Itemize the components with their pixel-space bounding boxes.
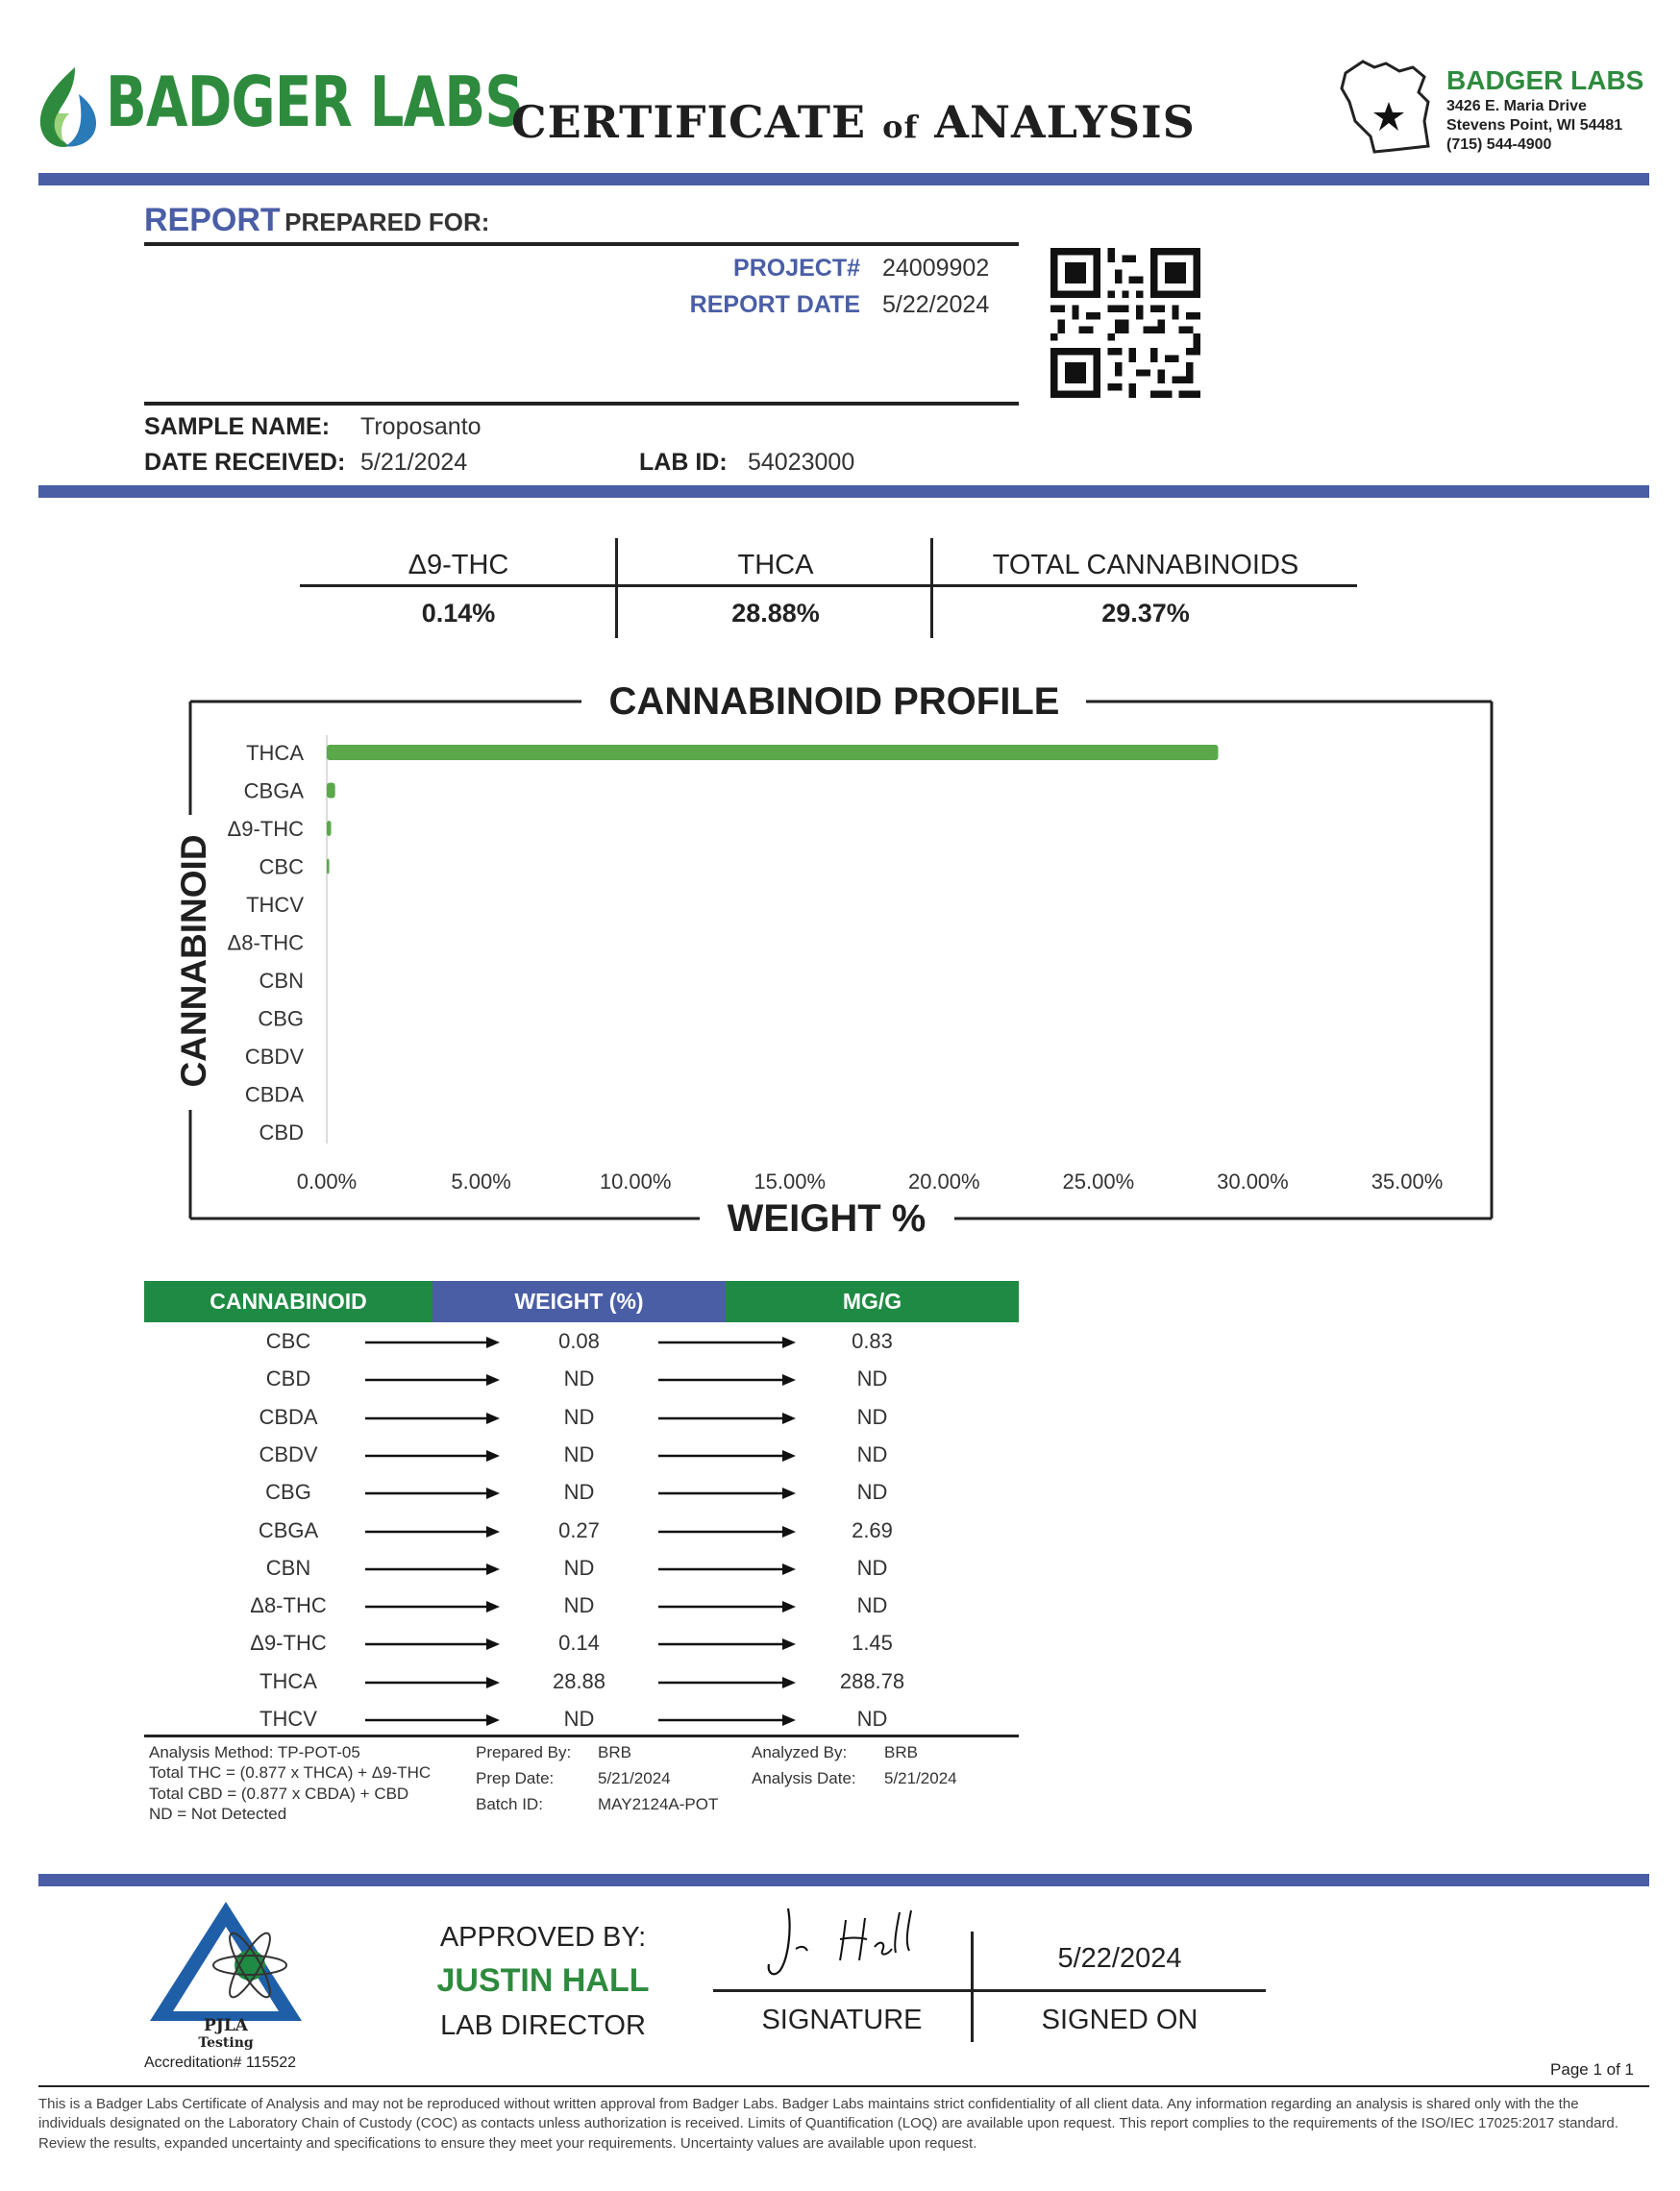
disclaimer-text: This is a Badger Labs Certificate of Analysis and may not be reproduced without written approval from Badger Labs. Badger Labs maintains strict confidentiality of all client data. Any information regarding an analysis is shared only with the the individuals designated on the Laboratory Chain of Custody (COC) as contacts unless authorization is received. Limits of Quantification (LOQ) are available upon request. This report complies to the requirements of the ISO/IEC 17025:2017 standard. Review the results, expanded uncertainty and specifications to ensure they meet your requirements. Uncertainty values are available upon request. [38, 2096, 1618, 2152]
summary-label-thc: Δ9-THC [408, 550, 509, 580]
logo-text: BADGER LABS [106, 62, 524, 142]
chart-bar [327, 859, 330, 874]
table-cell-cannabinoid: CBDV [259, 1441, 318, 1466]
table-cell-mgg: 1.45 [852, 1631, 893, 1656]
lab-name: BADGER LABS [1446, 65, 1644, 95]
method-notes [149, 1742, 431, 1824]
chart-x-tick-label: 15.00% [754, 1169, 827, 1194]
table-cell-cannabinoid: CBGA [258, 1517, 319, 1542]
arrow-right-icon [658, 1712, 796, 1733]
arrow-right-icon [365, 1562, 500, 1582]
arrow-right-icon [365, 1675, 500, 1695]
chart-x-tick-label: 30.00% [1217, 1169, 1289, 1194]
chart-x-tick-label: 5.00% [451, 1169, 511, 1194]
arrow-right-icon [658, 1637, 796, 1657]
disclaimer-rule [38, 2085, 1649, 2087]
chart-category-label: Δ9-THC [227, 817, 304, 841]
table-cell-cannabinoid: Δ9-THC [250, 1631, 327, 1656]
batch-id-value: MAY2124A-POT [598, 1795, 719, 1813]
arrow-right-icon [365, 1599, 500, 1619]
table-cell-weight: 0.27 [558, 1517, 600, 1542]
table-cell-weight: 0.14 [558, 1631, 600, 1656]
arrow-right-icon [658, 1562, 796, 1582]
pjla-logo-icon [144, 1898, 308, 2023]
sample-name-label: SAMPLE NAME: [144, 413, 331, 440]
chart-category-label: CBC [259, 854, 304, 879]
table-cell-weight: ND [563, 1404, 595, 1429]
table-cell-cannabinoid: CBC [265, 1329, 311, 1353]
badger-logo-icon [37, 65, 102, 152]
chart-category-label: CBD [259, 1120, 304, 1145]
summary-value-thca: 28.88% [731, 599, 820, 628]
table-cell-mgg: ND [856, 1366, 888, 1391]
signed-on-label: SIGNED ON [1041, 2005, 1198, 2035]
title-part2: ANALYSIS [934, 96, 1196, 148]
wisconsin-map-icon [1336, 54, 1442, 161]
project-label: PROJECT# [733, 255, 860, 282]
table-cell-mgg: ND [856, 1593, 888, 1618]
summary-value-thc: 0.14% [421, 599, 496, 628]
table-cell-weight: 28.88 [552, 1668, 606, 1693]
report-heading-report: REPORT [144, 202, 281, 238]
table-cell-weight: 0.08 [558, 1329, 600, 1353]
chart-bar [327, 821, 331, 836]
report-top-rule [144, 242, 1019, 246]
arrow-right-icon [658, 1411, 796, 1431]
accreditation-number: Accreditation# 115522 [144, 2055, 297, 2071]
date-received-value: 5/21/2024 [360, 449, 468, 476]
table-cell-cannabinoid: THCA [259, 1668, 317, 1693]
chart-y-axis-label: CANNABINOID [174, 834, 213, 1088]
batch-id-label: Batch ID: [476, 1795, 543, 1813]
footer-divider [38, 1874, 1649, 1886]
table-cell-weight: ND [563, 1441, 595, 1466]
pjla-sub: Testing [198, 2035, 254, 2051]
analyzed-by-value: BRB [884, 1743, 918, 1761]
arrow-right-icon [365, 1712, 500, 1733]
table-cell-weight: ND [563, 1555, 595, 1580]
table-header-mgg: MG/G [726, 1281, 1019, 1322]
total-thc-formula: Total THC = (0.877 x THCA) + Δ9-THC [149, 1763, 432, 1783]
approved-by-label: APPROVED BY: [439, 1922, 647, 1953]
analyzed-by-label: Analyzed By: [752, 1743, 848, 1761]
table-cell-cannabinoid: THCV [259, 1707, 317, 1731]
analysis-date-value: 5/21/2024 [884, 1769, 957, 1787]
arrow-right-icon [658, 1524, 796, 1544]
page-number: Page 1 of 1 [1550, 2060, 1634, 2079]
chart-x-tick-label: 25.00% [1062, 1169, 1135, 1194]
analysis-date-label: Analysis Date: [752, 1769, 856, 1787]
lab-id-value: 54023000 [748, 449, 855, 476]
chart-x-axis-label: WEIGHT % [727, 1197, 926, 1240]
signature-divider [971, 1932, 974, 2042]
signature-label: SIGNATURE [761, 2005, 923, 2035]
chart-bar [327, 783, 335, 799]
table-cell-mgg: ND [856, 1441, 888, 1466]
lab-address [1446, 63, 1643, 155]
approver-title: LAB DIRECTOR [440, 2010, 646, 2041]
table-cell-weight: ND [563, 1593, 595, 1618]
address-line1: 3426 E. Maria Drive [1446, 98, 1587, 114]
chart-x-tick-label: 10.00% [599, 1169, 672, 1194]
nd-note: ND = Not Detected [149, 1804, 287, 1823]
table-cell-weight: ND [563, 1480, 595, 1505]
table-cell-mgg: ND [856, 1404, 888, 1429]
arrow-right-icon [365, 1637, 500, 1657]
qr-code-icon [1050, 248, 1200, 398]
title-part1: CERTIFICATE [511, 96, 867, 148]
arrow-right-icon [658, 1675, 796, 1695]
sample-name-value: Troposanto [360, 413, 482, 440]
summary-label-total: TOTAL CANNABINOIDS [992, 550, 1299, 580]
table-cell-weight: ND [563, 1707, 595, 1731]
sample-divider [38, 485, 1649, 498]
arrow-right-icon [365, 1411, 500, 1431]
analysis-method: Analysis Method: TP-POT-05 [149, 1743, 360, 1761]
table-cell-mgg: ND [856, 1480, 888, 1505]
date-received-label: DATE RECEIVED: [144, 449, 346, 476]
report-date-value: 5/22/2024 [882, 291, 990, 318]
table-cell-cannabinoid: CBD [265, 1366, 311, 1391]
chart-category-label: CBG [258, 1006, 304, 1031]
lab-id-label: LAB ID: [639, 449, 728, 476]
table-bottom-rule [144, 1735, 1019, 1737]
signature-rule [713, 1989, 1266, 1992]
chart-title: CANNABINOID PROFILE [608, 680, 1060, 723]
arrow-right-icon [365, 1335, 500, 1355]
report-heading-rest: PREPARED FOR: [284, 208, 490, 236]
table-cell-cannabinoid: CBN [265, 1555, 311, 1580]
arrow-right-icon [365, 1486, 500, 1506]
table-cell-cannabinoid: CBDA [259, 1404, 318, 1429]
arrow-right-icon [658, 1335, 796, 1355]
cannabinoid-profile-chart [0, 673, 1680, 1249]
chart-bar [327, 745, 1218, 760]
summary-rule [300, 584, 1357, 587]
header-divider [38, 173, 1649, 185]
table-cell-mgg: 288.78 [839, 1668, 905, 1693]
table-cell-cannabinoid: Δ8-THC [250, 1593, 327, 1618]
chart-category-label: CBDV [244, 1045, 304, 1069]
table-cell-cannabinoid: CBG [265, 1480, 311, 1505]
pjla-name: PJLA [204, 2016, 248, 2035]
signed-date: 5/22/2024 [1057, 1943, 1182, 1974]
page-title [511, 96, 1196, 148]
chart-category-label: CBN [259, 969, 304, 993]
prepared-by-label: Prepared By: [476, 1743, 572, 1761]
arrow-right-icon [658, 1599, 796, 1619]
address-line2: Stevens Point, WI 54481 [1446, 117, 1623, 134]
signature-image [759, 1901, 951, 1989]
table-cell-mgg: ND [856, 1555, 888, 1580]
report-heading [144, 202, 489, 239]
prep-date-label: Prep Date: [476, 1769, 555, 1787]
prep-date-value: 5/21/2024 [598, 1769, 671, 1787]
report-date-label: REPORT DATE [689, 291, 860, 318]
arrow-right-icon [658, 1372, 796, 1392]
chart-x-tick-label: 35.00% [1371, 1169, 1444, 1194]
table-cell-mgg: ND [856, 1707, 888, 1731]
approver-name: JUSTIN HALL [436, 1962, 650, 1999]
chart-x-tick-label: 0.00% [296, 1169, 358, 1194]
arrow-right-icon [658, 1486, 796, 1506]
prepared-by-value: BRB [598, 1743, 631, 1761]
table-header-weight: WEIGHT (%) [432, 1281, 726, 1322]
table-header-cannabinoid: CANNABINOID [144, 1281, 432, 1322]
arrow-right-icon [658, 1448, 796, 1468]
report-bottom-rule [144, 402, 1019, 406]
chart-category-label: THCA [246, 741, 304, 765]
summary-value-total: 29.37% [1101, 599, 1190, 628]
total-cbd-formula: Total CBD = (0.877 x CBDA) + CBD [149, 1784, 409, 1803]
lab-phone: (715) 544-4900 [1446, 136, 1552, 153]
project-value: 24009902 [882, 255, 990, 282]
table-cell-mgg: 0.83 [852, 1329, 893, 1353]
chart-category-label: CBGA [243, 778, 304, 803]
arrow-right-icon [365, 1524, 500, 1544]
table-cell-mgg: 2.69 [852, 1517, 893, 1542]
chart-x-tick-label: 20.00% [907, 1169, 980, 1194]
chart-category-label: Δ8-THC [227, 930, 304, 955]
summary-block [300, 538, 1357, 639]
table-cell-weight: ND [563, 1366, 595, 1391]
title-of: of [882, 109, 919, 145]
chart-category-label: THCV [246, 893, 304, 917]
arrow-right-icon [365, 1448, 500, 1468]
arrow-right-icon [365, 1372, 500, 1392]
summary-label-thca: THCA [737, 550, 814, 580]
chart-category-label: CBDA [244, 1082, 304, 1107]
